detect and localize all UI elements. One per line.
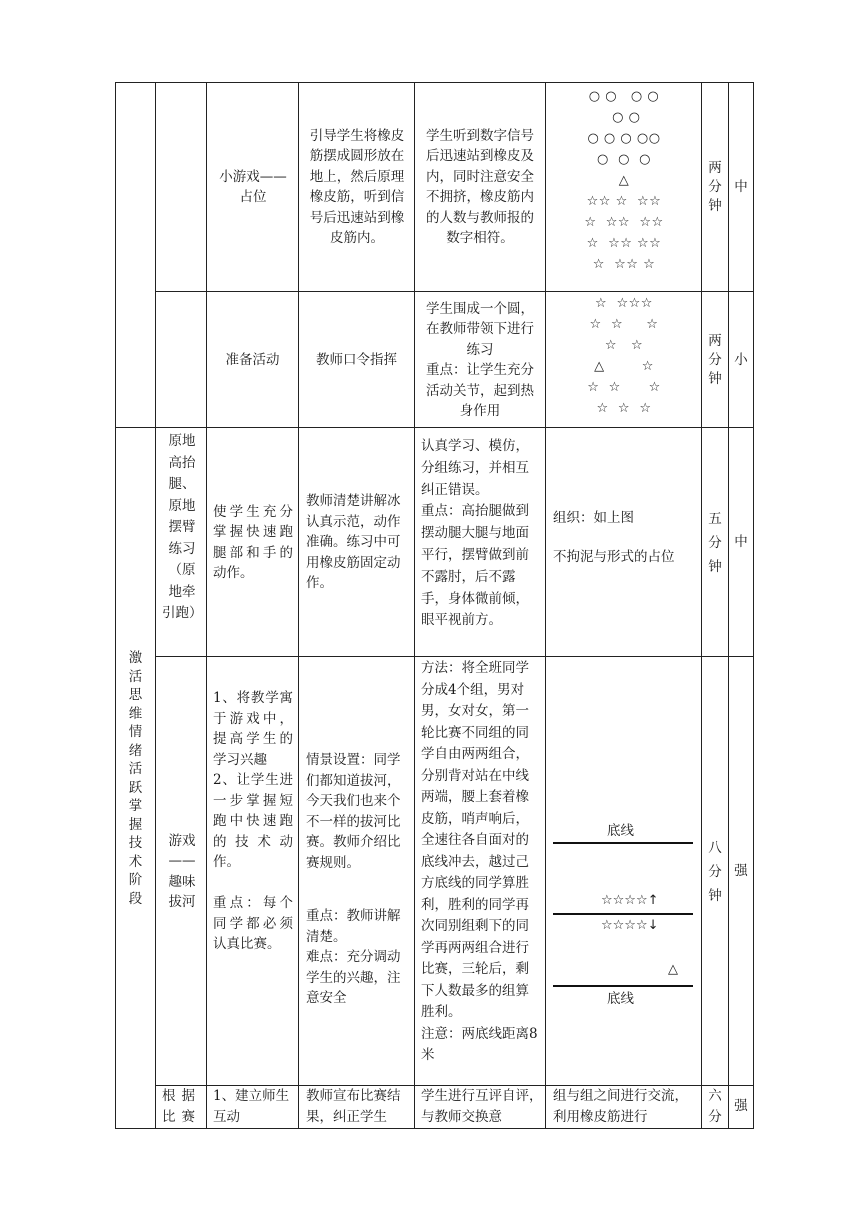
teacher-activity-text: 教师口令指挥 bbox=[316, 351, 397, 368]
formation-cell-high-knee bbox=[553, 508, 699, 580]
intensity-text: 小 bbox=[734, 351, 748, 368]
student-activity-text: 认真学习、模仿，分组练习，并相互纠正错误。 重点：高抬腿做到摆动腿大腿与地面平行，摆臂做到前不露肘，后不露手，身体微前倾，眼平视前方。 bbox=[421, 438, 529, 629]
team-b-stars: ☆☆☆☆↓ bbox=[601, 918, 659, 933]
activity-cell-tug-game bbox=[162, 658, 202, 1085]
time-text: 六分 bbox=[708, 1088, 722, 1125]
time-text: 两分钟 bbox=[708, 159, 722, 214]
stage-cell bbox=[116, 429, 155, 1128]
goal-text: 使学生充分掌握快速跑腿部和手的动作。 bbox=[213, 503, 293, 581]
goal-cell-summary bbox=[213, 1086, 295, 1128]
activity-name: 游戏——趣味拔河 bbox=[168, 832, 196, 910]
intensity-cell-warmup bbox=[729, 293, 753, 427]
formation-diagram-warmup: ☆ ☆☆☆ ☆ ☆ ☆ ☆ ☆ △ ☆ ☆ ☆ ☆ ☆ ☆ ☆ bbox=[587, 296, 661, 416]
formation-note: 组与组之间进行交流，利用橡皮筋进行 bbox=[553, 1088, 688, 1125]
intensity-text: 强 bbox=[734, 863, 748, 879]
student-cell-warmup bbox=[421, 293, 539, 427]
intensity-cell-tug-game bbox=[729, 658, 753, 1085]
goal-text: 1、将教学寓于游戏中，提高学生的学习兴趣 2、让学生进一步掌握短跑中快速跑的技术动作。 重点：每个同学都必须认真比赛。 bbox=[213, 690, 293, 952]
teacher-keypoints-text: 重点：教师讲解清楚。 难点：充分调动学生的兴趣，注意安全 bbox=[306, 908, 401, 1006]
intensity-text: 强 bbox=[734, 1098, 748, 1114]
intensity-cell-game-zhanwei bbox=[729, 84, 753, 290]
time-cell-high-knee bbox=[702, 429, 728, 656]
bottom-baseline-label: 底线 bbox=[607, 991, 634, 1007]
student-activity-text: 方法：将全班同学分成4个组，男对男，女对女，第一轮比赛不同组的同学自由两两组合，分别背对站在中线两端，腰上套着橡皮筋，哨声响后，全速往各自面对的底线冲去，越过己方底线的同学算胜利，胜利的同学再次同别组剩下的同学再两两组合进行比赛，三轮后，剩下人数最多的组算胜利。 注意：两底线距离8米 bbox=[421, 660, 538, 1063]
student-activity-text: 学生进行互评自评，与教师交换意 bbox=[421, 1088, 543, 1125]
teacher-activity-text: 教师宣布比赛结果，纠正学生 bbox=[306, 1088, 401, 1125]
goal-cell-high-knee bbox=[213, 429, 293, 656]
top-baseline-line bbox=[553, 842, 693, 844]
formation-cell-game-zhanwei bbox=[553, 86, 695, 290]
goal-text: 1、建立师生互动 bbox=[213, 1088, 290, 1125]
formation-diagram-zhanwei: ○ ○ ○ ○ ○ ○ ○ ○ ○ ○○ ○ ○ ○ △ ☆☆ ☆ ☆☆ ☆ ☆☆ ☆☆ ☆ ☆☆ ☆☆ ☆ ☆☆ ☆ bbox=[584, 89, 664, 272]
student-cell-high-knee bbox=[421, 436, 541, 656]
goal-cell-tug-game bbox=[213, 688, 293, 1058]
intensity-text: 中 bbox=[734, 178, 748, 195]
student-cell-game-zhanwei bbox=[421, 84, 539, 290]
activity-name: 小游戏——占位 bbox=[219, 168, 287, 205]
intensity-text: 中 bbox=[734, 534, 748, 550]
intensity-cell-summary bbox=[729, 1096, 753, 1120]
teacher-activity-text: 教师清楚讲解冰认真示范，动作准确。练习中可用橡皮筋固定动作。 bbox=[306, 493, 401, 592]
formation-cell-summary bbox=[553, 1086, 699, 1128]
activity-cell-warmup bbox=[207, 293, 298, 427]
activity-cell-high-knee bbox=[162, 431, 202, 655]
student-activity-text: 学生听到数字信号后迅速站到橡皮及内，同时注意安全不拥挤，橡皮筋内的人数与教师报的数字相符。 bbox=[426, 127, 534, 246]
time-cell-warmup bbox=[702, 293, 728, 427]
stage-title: 激活思维情绪活跃掌握技术阶段 bbox=[128, 650, 143, 907]
formation-note-1: 组织：如上图 bbox=[553, 510, 634, 526]
center-line bbox=[553, 913, 693, 915]
formation-note-2: 不拘泥与形式的占位 bbox=[553, 548, 675, 565]
time-text: 八分钟 bbox=[708, 839, 722, 904]
teacher-cell-tug-game-keypoints bbox=[306, 906, 410, 1016]
activity-cell-game-zhanwei bbox=[214, 84, 292, 290]
time-cell-tug-game bbox=[702, 658, 728, 1085]
teacher-triangle: △ bbox=[668, 962, 678, 977]
teacher-cell-high-knee bbox=[306, 429, 410, 656]
time-text: 两分钟 bbox=[708, 332, 722, 387]
student-cell-summary bbox=[421, 1086, 543, 1128]
teacher-cell-summary bbox=[306, 1086, 412, 1128]
teacher-activity-text: 情景设置：同学们都知道拔河，今天我们也来个不一样的拔河比赛。教师介绍比赛规则。 bbox=[306, 752, 401, 871]
bottom-baseline-line bbox=[553, 985, 693, 987]
activity-cell-summary bbox=[162, 1086, 202, 1128]
student-cell-tug-game bbox=[421, 658, 542, 1084]
time-text: 五分钟 bbox=[708, 510, 722, 575]
time-cell-game-zhanwei bbox=[702, 84, 728, 290]
teacher-activity-text: 引导学生将橡皮筋摆成圆形放在地上，然后原理橡皮筋，听到信号后迅速站到橡皮筋内。 bbox=[309, 127, 405, 246]
activity-name: 根据比赛 bbox=[162, 1088, 201, 1125]
student-activity-text: 学生围成一个圆，在教师带领下进行练习 重点：让学生充分活动关节，起到热身作用 bbox=[426, 300, 534, 419]
time-cell-summary bbox=[702, 1086, 728, 1128]
teacher-cell-game-zhanwei bbox=[306, 84, 408, 290]
teacher-cell-tug-game bbox=[306, 750, 410, 890]
team-a-stars: ☆☆☆☆↑ bbox=[601, 893, 659, 908]
intensity-cell-high-knee bbox=[729, 429, 753, 656]
formation-cell-warmup bbox=[553, 293, 695, 427]
activity-name: 原地高抬腿、原地摆臂练习（原地牵引跑） bbox=[162, 433, 202, 621]
teacher-cell-warmup bbox=[299, 293, 414, 427]
activity-name: 准备活动 bbox=[225, 351, 280, 368]
top-baseline-label: 底线 bbox=[607, 823, 634, 839]
